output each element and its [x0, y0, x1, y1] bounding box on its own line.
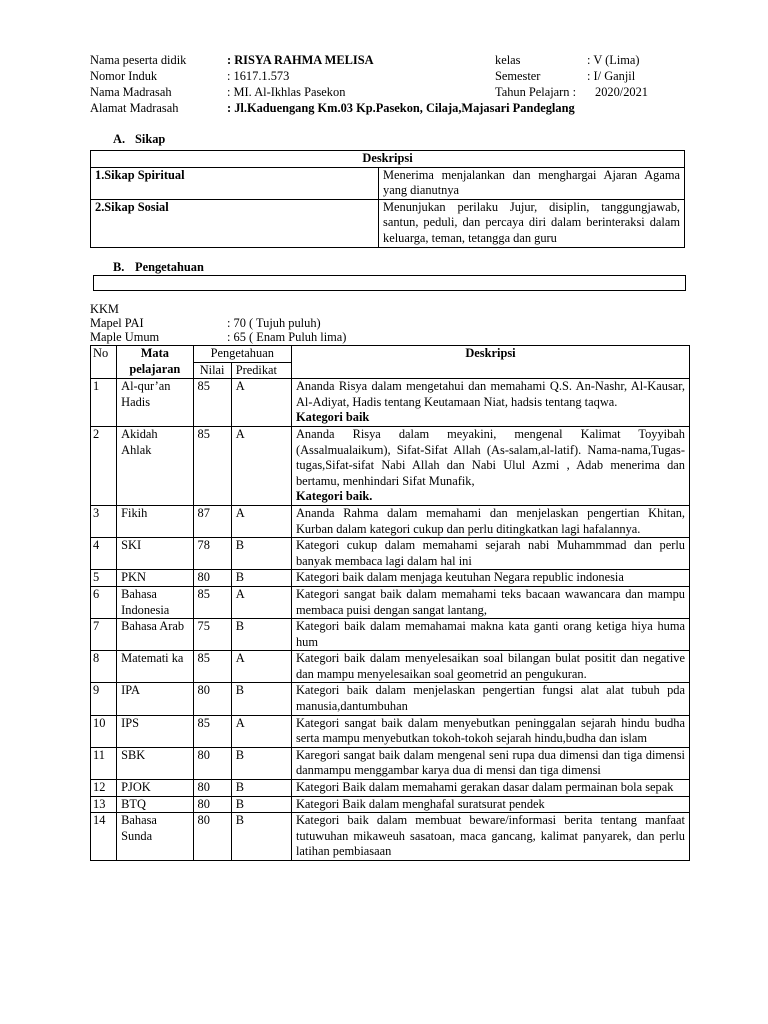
sikap-heading [113, 132, 165, 148]
row-predikat: B [231, 747, 291, 779]
row-nilai: 87 [193, 505, 231, 537]
table-row [91, 683, 690, 715]
table-row [91, 538, 690, 570]
row-predikat: B [231, 619, 291, 651]
row-no: 4 [91, 538, 117, 570]
row-mapel: SBK [117, 747, 193, 779]
sikap-title: Sikap [135, 132, 166, 146]
row-desc-text: Kategori sangat baik dalam menyebutkan peninggalan sejarah hindu budha serta mampu menyebutkan tokoh-tokoh sejarah hindu,budha dan islam [295, 715, 685, 746]
year-value: 2020/2021 [595, 85, 649, 99]
row-nilai: 75 [193, 619, 231, 651]
table-row [91, 813, 690, 861]
kkm-title: KKM [90, 302, 119, 316]
info-row-2 [90, 69, 690, 85]
row-no: 9 [91, 683, 117, 715]
kkm-title-row [90, 302, 690, 316]
row-predikat: A [231, 426, 291, 505]
table-row [91, 780, 690, 797]
row-desc-text: Kategori baik dalam menjaga keutuhan Negara republic indonesia [295, 570, 624, 585]
row-nilai: 80 [193, 796, 231, 813]
row-nilai: 85 [193, 651, 231, 683]
nis-value: : 1617.1.573 [227, 69, 290, 83]
row-desc-text: Kategori sangat baik dalam memahami teks bacaan wawancara dan mampu membaca puisi dengan sangat lantang, [295, 586, 685, 617]
kkm-pai-row [90, 316, 690, 330]
sikap-table [90, 150, 685, 248]
row-no: 8 [91, 651, 117, 683]
row-predikat: A [231, 651, 291, 683]
row-kategori: Kategori baik [295, 410, 370, 425]
table-row [91, 505, 690, 537]
row-mapel: Fikih [117, 505, 193, 537]
kkm-umum-value: : 65 ( Enam Puluh lima) [227, 330, 347, 344]
row-deskripsi [291, 426, 689, 505]
row-nilai: 85 [193, 715, 231, 747]
row-deskripsi [291, 747, 689, 779]
row-mapel: Bahasa Sunda [117, 813, 193, 861]
row-predikat: B [231, 570, 291, 587]
row-nilai: 80 [193, 780, 231, 797]
row-no: 11 [91, 747, 117, 779]
kkm-pai-value: : 70 ( Tujuh puluh) [227, 316, 321, 330]
table-row [91, 167, 685, 199]
row-desc-text: Ananda Risya dalam mengetahui dan memahami Q.S. An-Nashr, Al-Kausar, Al-Adiyat, Hadis tentang Keutamaan Niat, hadsis tentang taqwa. [295, 379, 685, 409]
row-mapel: Al-qur’an Hadis [117, 379, 193, 427]
row-desc-text: Kategori baik dalam membuat beware/informasi berita tentang manfaat tutuwuhan mikaweuh sasatoan, maca gancang, kalimat panyarek, dan perlu latihan pembiasaan [295, 813, 685, 859]
row-deskripsi [291, 796, 689, 813]
row-no: 14 [91, 813, 117, 861]
info-row-4 [90, 101, 690, 117]
name-value: : RISYA RAHMA MELISA [227, 53, 374, 67]
table-row [91, 651, 690, 683]
row-desc-text: Kategori baik dalam menjelaskan pengertian fungsi alat alat tubuh pda manusia,dantumbuhan [295, 683, 685, 714]
grade-rows [91, 379, 690, 861]
row-mapel: IPS [117, 715, 193, 747]
pengetahuan-box [93, 275, 686, 291]
row-deskripsi [291, 715, 689, 747]
row-desc-text: Ananda Rahma dalam memahami dan menjelaskan pengertian Khitan, Kurban dalam kategori cukup dan perlu ditingkatkan lagi hafalannya. [295, 505, 685, 536]
row-deskripsi [291, 538, 689, 570]
header-pengetahuan: Pengetahuan [193, 346, 291, 363]
row-mapel: Matemati ka [117, 651, 193, 683]
kkm-pai-label: Mapel PAI [90, 316, 144, 330]
table-row [91, 426, 690, 505]
row-nilai: 85 [193, 379, 231, 427]
row-nilai: 80 [193, 813, 231, 861]
row-deskripsi [291, 780, 689, 797]
row-no: 7 [91, 619, 117, 651]
sikap-label: 1.Sikap Spiritual [91, 167, 379, 199]
sikap-label: 2.Sikap Sosial [91, 199, 379, 247]
row-deskripsi [291, 683, 689, 715]
row-mapel: PKN [117, 570, 193, 587]
row-desc-text: Kategori Baik dalam memahami gerakan dasar dalam permainan bola sepak [295, 780, 674, 795]
row-no: 3 [91, 505, 117, 537]
pengetahuan-title: Pengetahuan [135, 260, 204, 274]
row-predikat: B [231, 538, 291, 570]
row-desc-text: Ananda Risya dalam meyakini, mengenal Kalimat Toyyibah (Assalmualaikum), Sifat-Sifat Allah (As-salam,al-latif). Nama-nama,Tugas-tugas,Sifat-sifat Nabi Allah dan Nabi Ulul Azmi , Adab menerima dan bertamu, menhindari Sifat Munafik, [295, 426, 685, 488]
row-no: 12 [91, 780, 117, 797]
sikap-desc: Menunjukan perilaku Jujur, disiplin, tanggungjawab, santun, peduli, dan percaya diri dalam berinteraksi dalam keluarga, teman, tetangga dan guru [379, 199, 685, 247]
row-no: 6 [91, 586, 117, 618]
row-predikat: B [231, 780, 291, 797]
kkm-umum-label: Maple Umum [90, 330, 160, 344]
nis-label: Nomor Induk [90, 69, 158, 83]
class-value: : V (Lima) [587, 53, 640, 67]
sikap-desc: Menerima menjalankan dan menghargai Ajaran Agama yang dianutnya [379, 167, 685, 199]
row-predikat: B [231, 683, 291, 715]
address-label: Alamat Madrasah [90, 101, 179, 115]
row-predikat: A [231, 505, 291, 537]
row-mapel: Bahasa Arab [117, 619, 193, 651]
row-mapel: IPA [117, 683, 193, 715]
info-row-3 [90, 85, 690, 101]
grades-table [90, 345, 690, 861]
row-desc-text: Karegori sangat baik dalam mengenal seni rupa dua dimensi dan tiga dimensi danmampu menggambar karya dua di mensi dan tiga dimensi [295, 747, 685, 778]
row-kategori: Kategori baik. [295, 489, 373, 504]
name-label: Nama peserta didik [90, 53, 187, 67]
sikap-header-row [91, 151, 685, 168]
row-deskripsi [291, 505, 689, 537]
row-predikat: A [231, 586, 291, 618]
header-nilai: Nilai [193, 362, 231, 379]
row-predikat: A [231, 379, 291, 427]
grades-header-row-1 [91, 346, 690, 363]
row-no: 5 [91, 570, 117, 587]
table-row [91, 199, 685, 247]
row-no: 2 [91, 426, 117, 505]
address-value: : Jl.Kaduengang Km.03 Kp.Pasekon, Cilaja,Majasari Pandeglang [227, 101, 575, 115]
report-card-page [90, 53, 690, 859]
header-no: No [91, 346, 117, 379]
table-row [91, 570, 690, 587]
row-deskripsi [291, 570, 689, 587]
sikap-letter: A. [113, 132, 126, 146]
year-label: Tahun Pelajarn : [495, 85, 577, 99]
row-mapel: PJOK [117, 780, 193, 797]
table-row [91, 796, 690, 813]
table-row [91, 715, 690, 747]
header-deskripsi: Deskripsi [291, 346, 689, 379]
row-no: 13 [91, 796, 117, 813]
header-predikat: Predikat [231, 362, 291, 379]
row-deskripsi [291, 379, 689, 427]
school-label: Nama Madrasah [90, 85, 172, 99]
row-mapel: Bahasa Indonesia [117, 586, 193, 618]
row-mapel: BTQ [117, 796, 193, 813]
row-deskripsi [291, 651, 689, 683]
table-row [91, 619, 690, 651]
row-predikat: B [231, 796, 291, 813]
row-mapel: Akidah Ahlak [117, 426, 193, 505]
table-row [91, 379, 690, 427]
row-predikat: B [231, 813, 291, 861]
row-nilai: 80 [193, 683, 231, 715]
sikap-header: Deskripsi [91, 151, 685, 168]
row-no: 1 [91, 379, 117, 427]
row-no: 10 [91, 715, 117, 747]
row-deskripsi [291, 586, 689, 618]
info-row-1 [90, 53, 690, 69]
school-value: : MI. Al-Ikhlas Pasekon [227, 85, 346, 99]
row-predikat: A [231, 715, 291, 747]
row-mapel: SKI [117, 538, 193, 570]
student-info [90, 53, 690, 117]
row-deskripsi [291, 813, 689, 861]
header-mapel: Mata pelajaran [117, 346, 193, 379]
row-desc-text: Kategori Baik dalam menghafal suratsurat pendek [295, 796, 545, 811]
row-nilai: 85 [193, 586, 231, 618]
row-deskripsi [291, 619, 689, 651]
kkm-umum-row [90, 330, 690, 344]
table-row [91, 747, 690, 779]
semester-value: : I/ Ganjil [587, 69, 636, 83]
pengetahuan-letter: B. [113, 260, 125, 274]
class-label: kelas [495, 53, 521, 67]
kkm-block [90, 302, 690, 344]
semester-label: Semester [495, 69, 541, 83]
row-nilai: 80 [193, 747, 231, 779]
table-row [91, 586, 690, 618]
row-nilai: 85 [193, 426, 231, 505]
pengetahuan-heading [113, 260, 713, 276]
row-desc-text: Kategori baik dalam menyelesaikan soal bilangan bulat positit dan negative dan mampu menyelesaikan soal geometrid an pengukuran. [295, 651, 685, 681]
row-nilai: 80 [193, 570, 231, 587]
row-desc-text: Kategori baik dalam memahamai makna kata ganti orang ketiga hiya huma hum [295, 619, 685, 649]
row-desc-text: Kategori cukup dalam memahami sejarah nabi Muhammmad dan perlu banyak membaca lagi dalam hal ini [295, 538, 685, 568]
row-nilai: 78 [193, 538, 231, 570]
